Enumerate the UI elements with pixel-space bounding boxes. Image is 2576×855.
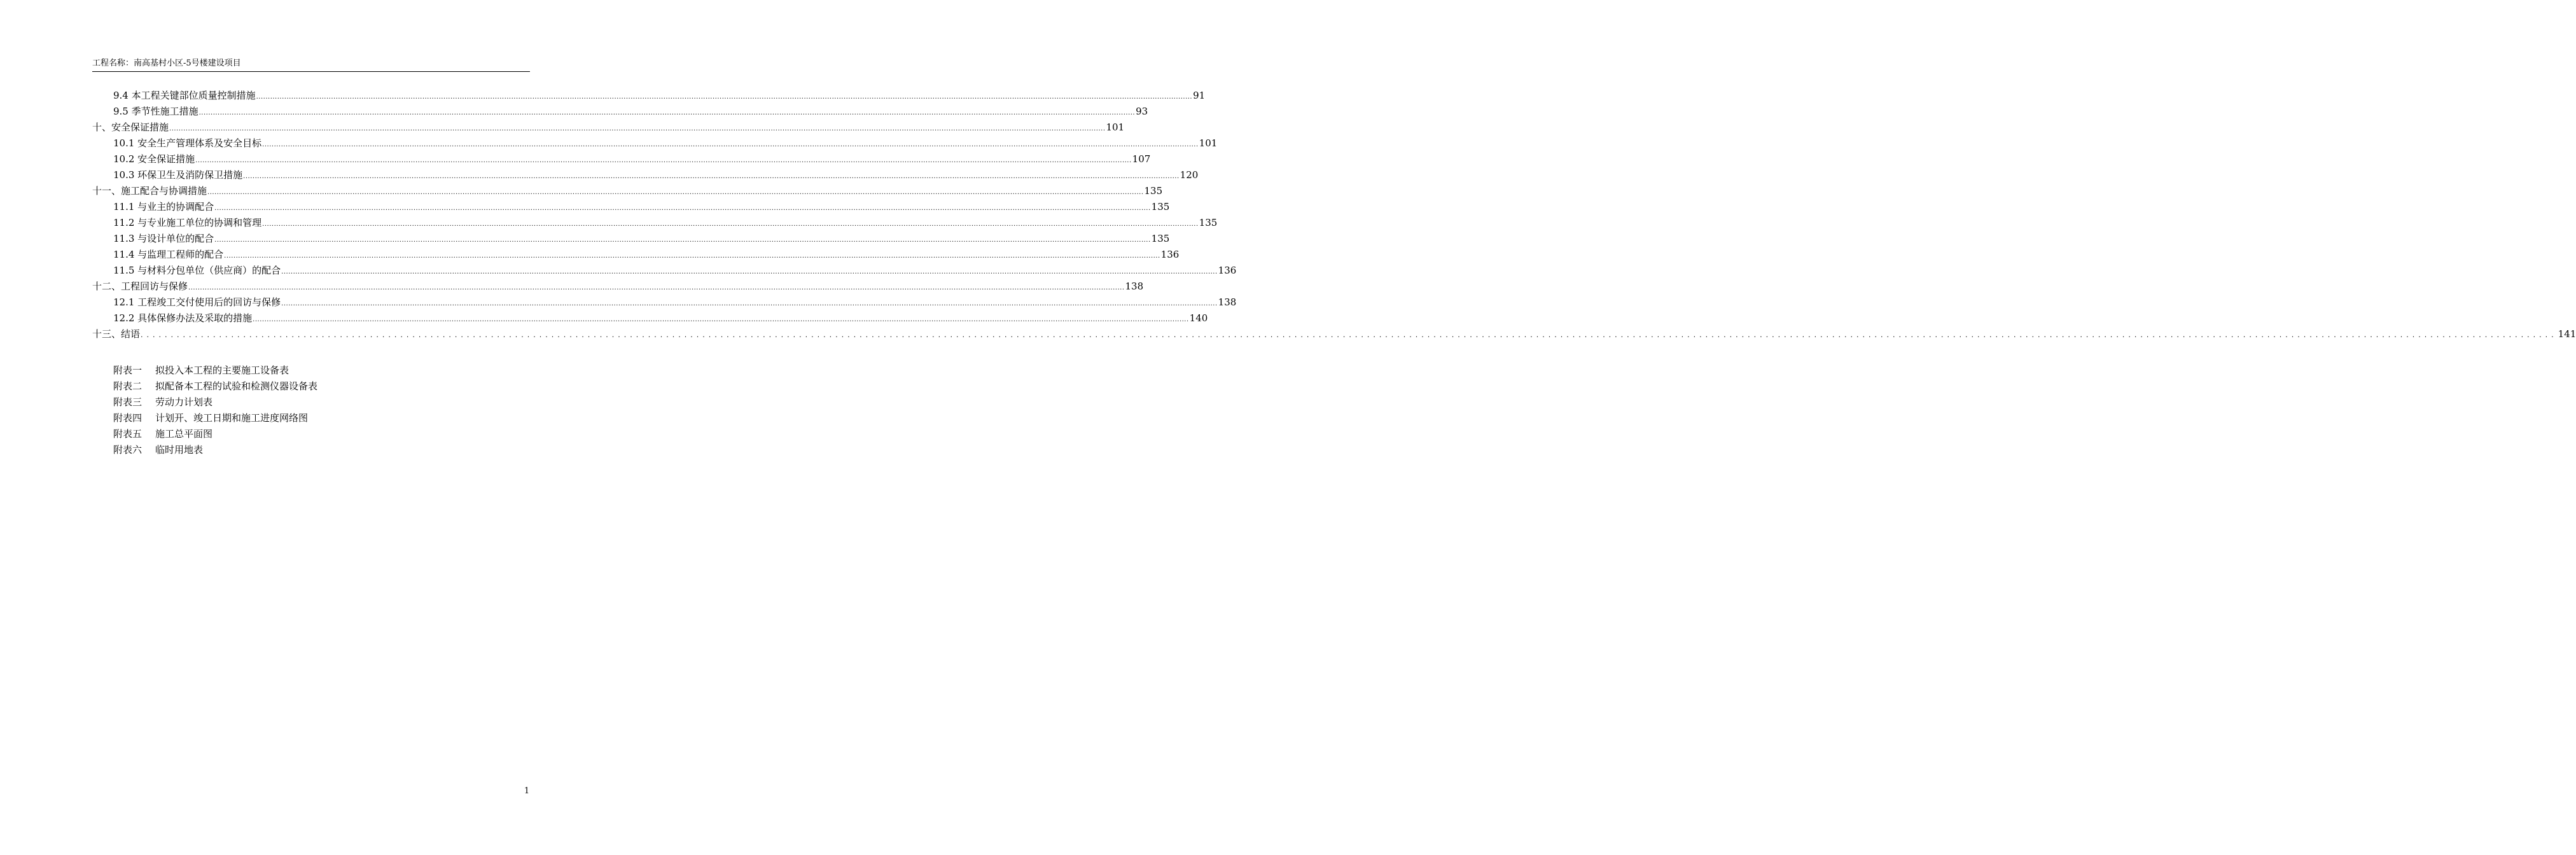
toc-title: 9.5 季节性施工措施 <box>113 106 198 117</box>
toc-title: 10.1 安全生产管理体系及安全目标 <box>113 137 262 149</box>
toc-entry[interactable] <box>92 326 2576 342</box>
toc-entry[interactable] <box>92 295 1237 310</box>
appendix-item <box>113 442 431 458</box>
toc-page: 136 <box>1218 265 1237 276</box>
appendix-title: 临时用地表 <box>155 444 204 455</box>
toc-entry[interactable] <box>92 263 1237 279</box>
toc-title: 11.2 与专业施工单位的协调和管理 <box>113 217 262 228</box>
appendix-key: 附表三 <box>113 396 143 408</box>
toc-entry[interactable] <box>92 199 1170 215</box>
toc-page: 135 <box>1199 217 1218 228</box>
appendix-title: 拟配备本工程的试验和检测仪器设备表 <box>155 380 318 392</box>
toc-entry[interactable] <box>92 136 1218 151</box>
toc-title: 11.4 与监理工程师的配合 <box>113 249 224 260</box>
toc-entry[interactable] <box>92 215 1218 231</box>
toc-leader: ................................................................................................................................................................................................................................................................................................................................................................................................................ <box>256 94 1193 101</box>
appendix-item <box>113 363 431 379</box>
appendix-title: 计划开、竣工日期和施工进度网络图 <box>155 412 309 424</box>
appendix-title: 劳动力计划表 <box>155 396 213 408</box>
toc-title: 十、安全保证措施 <box>92 122 169 133</box>
toc-leader: ................................................................................................................................................................................................................................................................................................................................................................................................................ <box>195 157 1132 164</box>
toc-title: 10.2 安全保证措施 <box>113 153 195 165</box>
project-name: 工程名称：南高基村小区-5号楼建设项目 <box>92 59 241 68</box>
toc-leader: ................................................................................................................................................................................................................................................................................................................................................................................................................ <box>224 253 1160 260</box>
toc-leader: ................................................................................................................................................................................................................................................................................................................................................................................................................ <box>198 109 1136 116</box>
toc-page: 101 <box>1199 137 1218 149</box>
page-header <box>92 57 530 72</box>
appendix-key: 附表四 <box>113 412 143 424</box>
toc-entry[interactable] <box>92 247 1180 263</box>
toc-leader: ................................................................................................................................................................................................................................................................................................................................................................................................................ <box>188 284 1125 291</box>
toc-title: 12.2 具体保修办法及采取的措施 <box>113 312 253 324</box>
table-of-contents <box>92 88 2576 342</box>
toc-leader: ................................................................................................................................................................................................................................................................................................................................................................................................................ <box>169 125 1106 132</box>
toc-entry[interactable] <box>92 151 1151 167</box>
toc-page: 101 <box>1106 122 1125 133</box>
appendix-key: 附表五 <box>113 428 143 440</box>
toc-leader: ................................................................................................................................................................................................................................................................................................................................................................................................................ <box>214 237 1151 244</box>
toc-title: 十一、施工配合与协调措施 <box>92 185 207 197</box>
toc-page: 107 <box>1132 153 1151 165</box>
toc-entry[interactable] <box>92 104 1148 120</box>
toc-title: 十二、工程回访与保修 <box>92 281 188 292</box>
toc-entry[interactable] <box>92 88 1206 104</box>
toc-page: 135 <box>1151 233 1170 244</box>
toc-leader: ................................................................................................................................................................................................................................................................................................................................................................................................................ <box>262 141 1199 148</box>
toc-leader: ................................................................................................................................................................................................................................................................................................................................................................................................................ <box>281 268 1218 275</box>
toc-leader: ................................................................................................................................................................................................................................................................................................................................................................................................................ <box>207 189 1144 196</box>
toc-page: 91 <box>1193 90 1206 101</box>
toc-leader: ................................................................................................................................................................................................................................................................................................................................................................................................................ <box>141 331 2558 339</box>
appendix-item <box>113 410 431 426</box>
toc-title: 11.5 与材料分包单位（供应商）的配合 <box>113 265 281 276</box>
toc-entry[interactable] <box>92 279 1144 295</box>
appendix-item <box>113 394 431 410</box>
appendix-list <box>113 363 431 458</box>
toc-title: 11.3 与设计单位的配合 <box>113 233 214 244</box>
appendix-item <box>113 426 431 442</box>
page-number: 1 <box>524 786 530 796</box>
toc-entry[interactable] <box>92 120 1125 136</box>
toc-page: 93 <box>1136 106 1148 117</box>
toc-entry[interactable] <box>92 167 1199 183</box>
toc-title: 12.1 工程竣工交付使用后的回访与保修 <box>113 296 281 308</box>
toc-title: 9.4 本工程关键部位质量控制措施 <box>113 90 256 101</box>
toc-leader: ................................................................................................................................................................................................................................................................................................................................................................................................................ <box>243 173 1180 180</box>
toc-leader: ................................................................................................................................................................................................................................................................................................................................................................................................................ <box>214 205 1151 212</box>
appendix-key: 附表六 <box>113 444 143 455</box>
toc-entry[interactable] <box>92 231 1170 247</box>
toc-page: 135 <box>1151 201 1170 212</box>
toc-page: 141 <box>2558 328 2576 340</box>
toc-leader: ................................................................................................................................................................................................................................................................................................................................................................................................................ <box>281 300 1218 307</box>
toc-page: 136 <box>1160 249 1180 260</box>
appendix-title: 施工总平面图 <box>155 428 213 440</box>
toc-page: 135 <box>1144 185 1163 197</box>
appendix-title: 拟投入本工程的主要施工设备表 <box>155 365 289 376</box>
appendix-key: 附表二 <box>113 380 143 392</box>
toc-entry[interactable] <box>92 310 1208 326</box>
appendix-item <box>113 379 431 394</box>
toc-page: 138 <box>1218 296 1237 308</box>
appendix-key: 附表一 <box>113 365 143 376</box>
toc-page: 138 <box>1125 281 1144 292</box>
toc-title: 11.1 与业主的协调配合 <box>113 201 214 212</box>
toc-entry[interactable] <box>92 183 1163 199</box>
toc-page: 120 <box>1180 169 1199 181</box>
toc-title: 10.3 环保卫生及消防保卫措施 <box>113 169 243 181</box>
toc-leader: ................................................................................................................................................................................................................................................................................................................................................................................................................ <box>253 316 1189 323</box>
toc-page: 140 <box>1189 312 1208 324</box>
toc-leader: ................................................................................................................................................................................................................................................................................................................................................................................................................ <box>262 221 1199 228</box>
toc-title: 十三、结语 <box>92 328 141 340</box>
